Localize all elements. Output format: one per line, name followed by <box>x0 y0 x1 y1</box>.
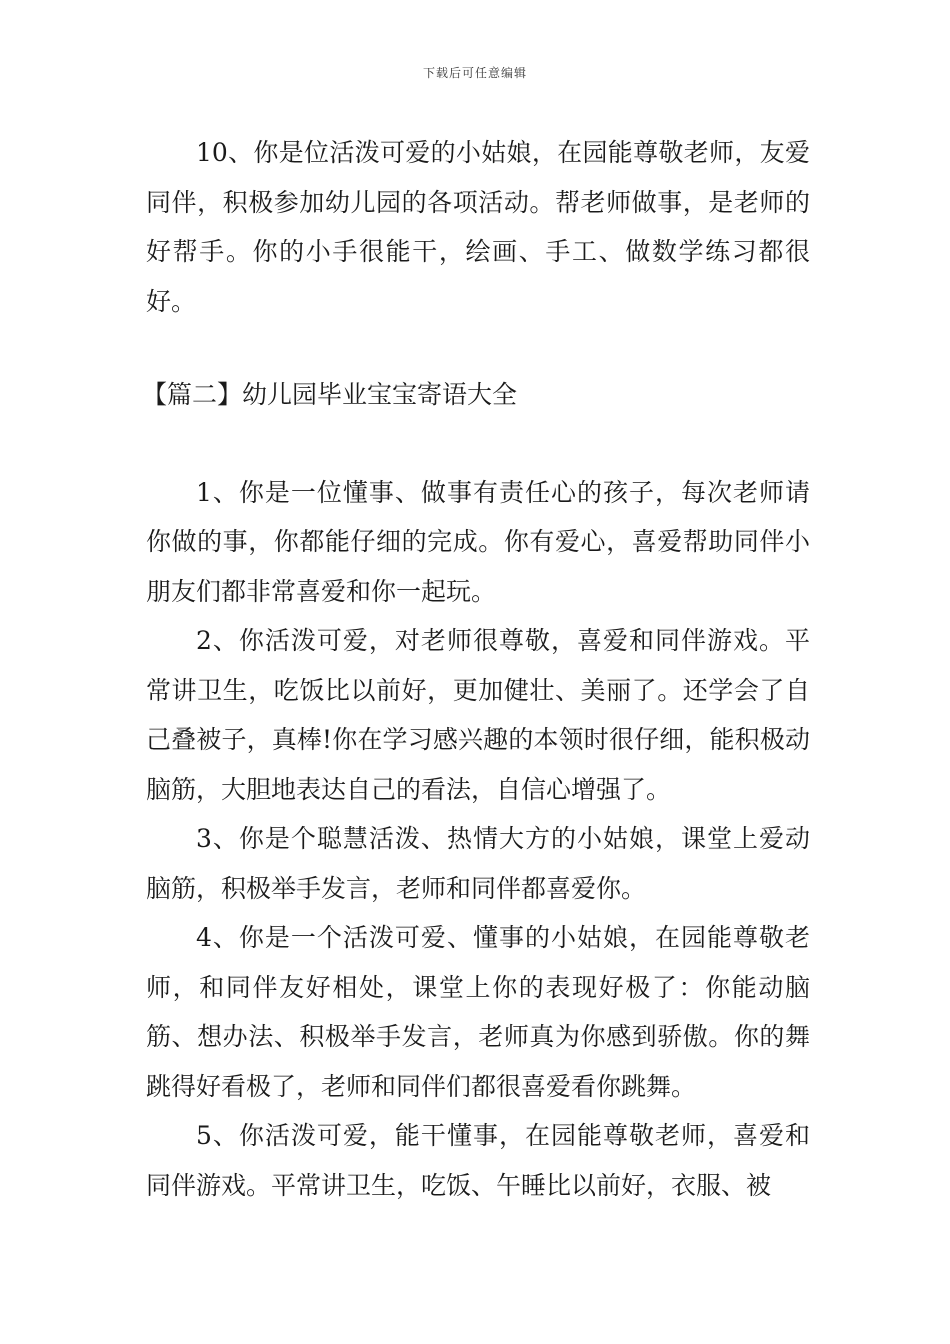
section-title: 【篇二】幼儿园毕业宝宝寄语大全 <box>142 380 518 409</box>
intro-paragraph: 10、你是位活泼可爱的小姑娘，在园能尊敬老师，友爱同伴，积极参加幼儿园的各项活动。帮老师做事，是老师的好帮手。你的小手很能干，绘画、手工、做数学练习都很好。 <box>146 138 810 316</box>
paragraph-3: 3、你是个聪慧活泼、热情大方的小姑娘，课堂上爱动脑筋，积极举手发言，老师和同伴都喜爱你。 <box>146 824 810 903</box>
paragraph-4: 4、你是一个活泼可爱、懂事的小姑娘，在园能尊敬老师，和同伴友好相处，课堂上你的表现好极了：你能动脑筋、想办法、积极举手发言，老师真为你感到骄傲。你的舞跳得好看极了，老师和同伴们都很喜爱看你跳舞。 <box>146 923 810 1101</box>
paragraph-2: 2、你活泼可爱，对老师很尊敬，喜爱和同伴游戏。平常讲卫生，吃饭比以前好，更加健壮、美丽了。还学会了自己叠被子，真棒!你在学习感兴趣的本领时很仔细，能积极动脑筋，大胆地表达自己的看法，自信心增强了。 <box>146 626 810 804</box>
document-body <box>142 128 810 1210</box>
paragraph-1: 1、你是一位懂事、做事有责任心的孩子，每次老师请你做的事，你都能仔细的完成。你有爱心，喜爱帮助同伴小朋友们都非常喜爱和你一起玩。 <box>146 477 810 606</box>
spacer <box>146 326 810 370</box>
header-note: 下载后可任意编辑 <box>422 66 527 80</box>
spacer <box>146 420 810 468</box>
paragraph-5: 5、你活泼可爱，能干懂事，在园能尊敬老师，喜爱和同伴游戏。平常讲卫生，吃饭、午睡比以前好，衣服、被 <box>146 1121 810 1200</box>
